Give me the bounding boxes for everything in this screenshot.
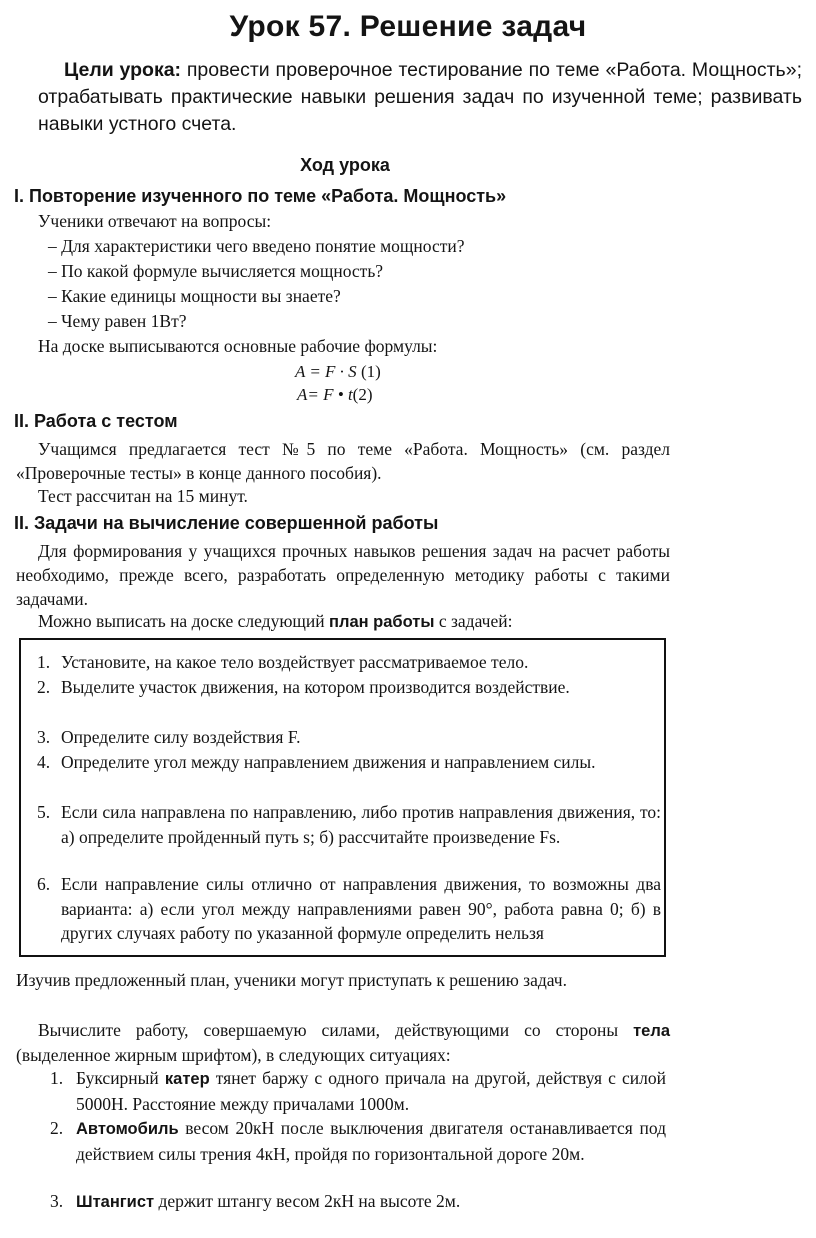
formula-1-number: (1): [360, 362, 381, 381]
formula-1-expr: A = F · S: [295, 362, 357, 381]
after-plan-text: Изучив предложенный план, ученики могут приступать к решению задач.: [16, 970, 567, 990]
task-text-end: держит штангу весом 2кН на высоте 2м.: [154, 1191, 461, 1211]
plan-item-text: Установите, на какое тело воздействует рассматриваемое тело.: [61, 652, 529, 672]
plan-item-text: Если сила направлена по направлению, либо против направления движения, то: а) определите пройденный путь s; б) рассчитайте произведение Fs.: [61, 802, 661, 847]
task-number: 3.: [50, 1191, 64, 1211]
task-item: [50, 1189, 666, 1215]
formula-2-expr: A= F • t: [297, 385, 353, 404]
formula-1: [295, 362, 381, 382]
task-text-end: тянет баржу с одного причала на другой, действуя с силой 5000Н. Расстояние между причалами 1000м.: [76, 1068, 666, 1114]
plan-item-number: 6.: [37, 874, 51, 894]
formula-2: [297, 385, 373, 405]
plan-item-text: Выделите участок движения, на котором производится воздействие.: [61, 677, 570, 697]
plan-intro-text: Можно выписать на доске следующий: [38, 611, 329, 631]
page-title: Урок 57. Решение задач: [229, 10, 587, 43]
task-intro: [16, 1018, 670, 1067]
plan-item-text: Определите силу воздействия F.: [61, 727, 301, 747]
section1-intro: Ученики отвечают на вопросы:: [38, 211, 272, 231]
question-item: – Для характеристики чего введено понятие мощности?: [48, 236, 465, 256]
section3-text: [16, 539, 670, 611]
course-heading: Ход урока: [300, 155, 390, 175]
task-bold-subject: Штангист: [76, 1193, 155, 1211]
plan-item-text: Определите угол между направлением движения и направлением силы.: [61, 752, 596, 772]
section3-text-content: Для формирования у учащихся прочных навыков решения задач на расчет работы необходимо, прежде всего, разработать определенную методику работы с такими задачами.: [16, 541, 670, 609]
goals-label: Цели урока:: [64, 59, 182, 81]
plan-intro: [38, 611, 512, 632]
task-bold-subject: катер: [164, 1070, 210, 1088]
task-item: [50, 1116, 666, 1167]
plan-intro-end: с задачей:: [434, 611, 513, 631]
lesson-goals: [38, 57, 802, 138]
task-bold-subject: Автомобиль: [76, 1120, 179, 1138]
plan-item-number: 5.: [37, 802, 51, 822]
section2-text-content: Учащимся предлагается тест №5 по теме «Работа. Мощность» (см. раздел «Проверочные тесты» в конце данного пособия).: [16, 439, 670, 483]
goals-text: провести проверочное тестирование по теме «Работа. Мощность»; отрабатывать практические навыки решения задач по изученной теме; развивать навыки устного счета.: [38, 59, 802, 135]
plan-item: [37, 872, 661, 946]
board-note: На доске выписываются основные рабочие формулы:: [38, 336, 438, 356]
section2-text: [16, 437, 670, 485]
question-item: – Чему равен 1Вт?: [48, 311, 187, 331]
plan-item-number: 4.: [37, 752, 51, 772]
plan-item: [37, 750, 661, 775]
work-plan-box: [19, 638, 666, 957]
section2-heading: II. Работа с тестом: [14, 411, 178, 431]
task-intro-bold: тела: [633, 1022, 670, 1040]
plan-item: [37, 650, 661, 675]
plan-item: [37, 675, 661, 700]
section3-heading: II. Задачи на вычисление совершенной работы: [14, 513, 439, 533]
section1-heading: I. Повторение изученного по теме «Работа. Мощность»: [14, 186, 507, 206]
plan-item-number: 3.: [37, 727, 51, 747]
plan-item-number: 2.: [37, 677, 51, 697]
question-item: – По какой формуле вычисляется мощность?: [48, 261, 384, 281]
task-number: 2.: [50, 1118, 64, 1138]
test-duration: Тест рассчитан на 15 минут.: [38, 486, 248, 506]
plan-item-number: 1.: [37, 652, 51, 672]
question-item: – Какие единицы мощности вы знаете?: [48, 286, 341, 306]
plan-item-text: Если направление силы отлично от направления движения, то возможны два варианта: а) если угол между направлениями равен 90°, работа равна 0; б) в других случаях работу по указанной формуле определить нельзя: [61, 874, 661, 943]
task-text-end: весом 20кН после выключения двигателя останавливается под действием силы трения 4кН, пройдя по горизонтальной дороге 20м.: [76, 1118, 666, 1164]
plan-item: [37, 800, 661, 849]
plan-intro-bold: план работы: [329, 613, 435, 631]
task-intro-text: Вычислите работу, совершаемую силами, действующими со стороны: [38, 1020, 634, 1040]
task-text-start: Буксирный: [76, 1068, 165, 1088]
plan-item: [37, 725, 661, 750]
task-number: 1.: [50, 1068, 64, 1088]
formula-2-number: (2): [352, 385, 373, 404]
task-item: [50, 1066, 666, 1117]
task-intro-end: (выделенное жирным шрифтом), в следующих ситуациях:: [16, 1045, 451, 1065]
